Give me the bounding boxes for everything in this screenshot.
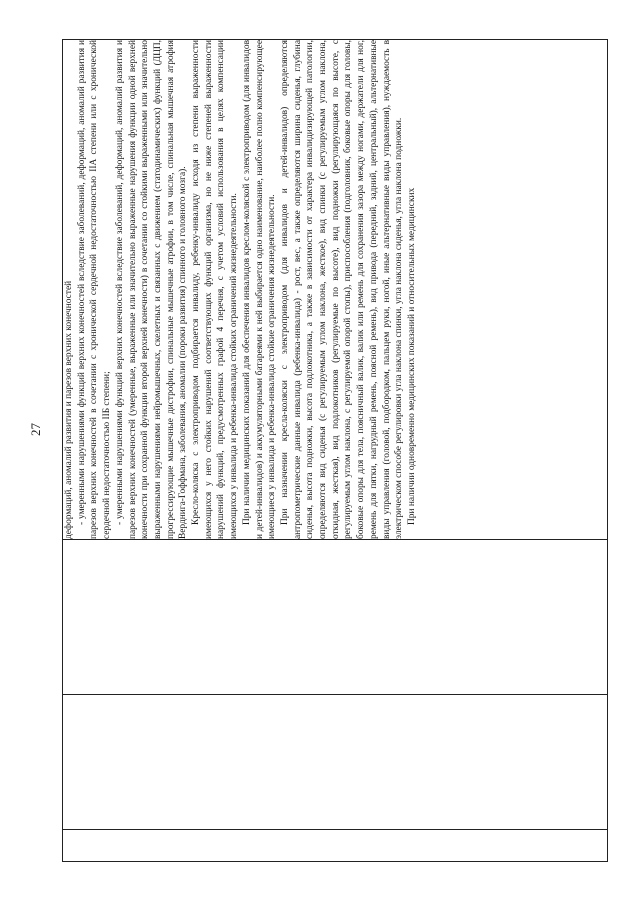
paragraph: При наличии медицинских показаний для обеспечения инвалидов креслом-коляской с электроприводом (для инвалидов и детей-инвалидов) и аккумуляторными батареями к ней выбирается одно наименование, наиболее полно компенсирующее имеющиеся у инвалида и ребенка-инвалида стойкие ограничения жизнедеятельности. — [241, 40, 278, 539]
paragraph: При наличии одновременно медицинских показаний и относительных медицинских — [406, 187, 417, 525]
paragraph: Кресло-коляска с электроприводом подбирается инвалиду, ребенку-инвалиду исходя из степени выраженности имеющихся у него стойких нарушений соответствующих функций организма, но не ниже степеней выраженности нарушений функций, предусмотренных графой 4 перечня, с учетом условий использования в целях компенсации имеющихся у инвалида и ребенка-инвалида стойких ограничений жизнедеятельности. — [191, 40, 240, 539]
page-number: 27 — [28, 423, 43, 436]
paragraph: - умеренными нарушениями функций верхних конечностей вследствие заболеваний, деформаций, аномалий развития и парезов верхних конечностей (умеренные, выраженные или значительно выраженные нарушения функции одной верхней конечности при сохранной функции второй верхней конечности) в сочетании со стойкими выраженными или значительно выраженными нарушениями нейромышечных, скелетных и связанных с движением (статодинамических) функций (ДЦП, прогрессирующие мышечные дистрофии, спинальные мышечные атрофии, в том числе, спинальная мышечная атрофия Верднига-Гоффмана, заболевания, аномалии (пороки развития) спинного и головного мозга). — [114, 40, 189, 539]
paragraph: деформаций, аномалий развития и парезов верхних конечностей — [64, 280, 74, 539]
cell-name — [63, 695, 608, 830]
cell-code — [63, 540, 608, 695]
paragraph: При назначении кресла-коляски с электроприводом (для инвалидов и детей-инвалидов) определяются антропометрические данные инвалида (ребенка-инвалида) - рост, вес, а также определяются ширина сиденья, глубина сиденья, высота подножки, высота подлокотника, а также в зависимости от характера инвалидизирующей патологии, определяются вид сиденья (с регулируемым углом наклона, жесткое), вид спинки (с регулируемым углом наклона, откидная, жесткая), вид подлокотников (регулируемые по высоте), вид подножки (регулирующаяся по высоте, с регулируемым углом наклона, с регулируемой опорой стопы), приспособления (подголовник, боковые опоры для головы, боковые опоры для тела, поясничный валик, валик или ремень для сохранения зазора между ногами, держатели для ног, ремень для пятки, нагрудный ремень, поясной ремень), вид привода (передний, задний, центральный), альтернативные виды управления (головой, подбородком, пальцем руки, ногой, иные альтернативные виды управления), нуждаемость в электрическом способе регулировки угла наклона спинки, угла наклона сиденья, угла наклона подножки. — [279, 40, 405, 539]
paragraph: - умеренными нарушениями функций верхних конечностей вследствие заболеваний, деформаций, аномалий развития и парезов верхних конечностей в сочетании с хронической сердечной недостаточностью IIА степени или с хронической сердечной недостаточностью IIБ степени; — [76, 40, 113, 539]
cell-indications — [63, 40, 608, 540]
rotated-table-container — [62, 40, 608, 862]
cell-number — [63, 830, 608, 862]
document-table — [62, 39, 608, 862]
table-row — [63, 40, 608, 862]
